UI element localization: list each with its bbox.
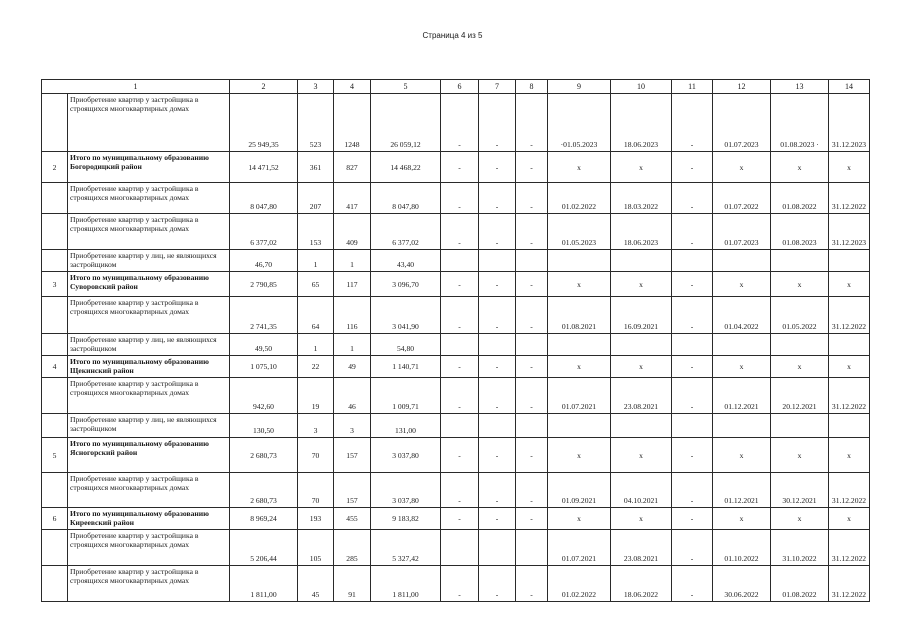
- value-cell: 01.04.2022: [713, 297, 771, 334]
- row-name-cell: Приобретение квартир у застройщика в строящихся многоквартирных домах: [68, 297, 230, 334]
- value-cell: -: [672, 530, 713, 566]
- column-number-cell: 14: [829, 80, 870, 94]
- column-number-cell: 4: [334, 80, 371, 94]
- value-cell: -: [516, 378, 548, 414]
- value-cell: 04.10.2021: [611, 473, 672, 508]
- row-index-cell: [42, 530, 68, 566]
- value-cell: 01.08.2022: [771, 566, 829, 602]
- column-number-cell: 6: [441, 80, 479, 94]
- value-cell: -: [672, 94, 713, 152]
- value-cell: 105: [298, 530, 334, 566]
- table-row: [42, 94, 870, 152]
- value-cell: 14 471,52: [230, 152, 298, 183]
- value-cell: -: [516, 566, 548, 602]
- value-cell: 01.08.2023: [771, 214, 829, 250]
- value-cell: 23.08.2021: [611, 378, 672, 414]
- value-cell: х: [611, 508, 672, 530]
- value-cell: -: [479, 214, 516, 250]
- value-cell: 8 969,24: [230, 508, 298, 530]
- value-cell: х: [713, 356, 771, 378]
- value-cell: -: [516, 297, 548, 334]
- row-name-cell: Приобретение квартир у застройщика в строящихся многоквартирных домах: [68, 473, 230, 508]
- row-index-cell: [42, 414, 68, 438]
- value-cell: [672, 414, 713, 438]
- value-cell: х: [713, 152, 771, 183]
- value-cell: 942,60: [230, 378, 298, 414]
- row-index-cell: [42, 214, 68, 250]
- table-total-row: [42, 508, 870, 530]
- value-cell: [516, 530, 548, 566]
- value-cell: 1: [334, 334, 371, 356]
- value-cell: 2 790,85: [230, 272, 298, 297]
- value-cell: [479, 530, 516, 566]
- value-cell: -: [672, 183, 713, 214]
- row-name-cell: Итого по муниципальному образованию Щекинский район: [68, 356, 230, 378]
- column-number-cell: 13: [771, 80, 829, 94]
- value-cell: х: [548, 508, 611, 530]
- value-cell: 01.08.2023 ·: [771, 94, 829, 152]
- value-cell: х: [548, 152, 611, 183]
- value-cell: х: [829, 356, 870, 378]
- row-name-cell: Приобретение квартир у застройщика в строящихся многоквартирных домах: [68, 94, 230, 152]
- row-index-cell: [42, 566, 68, 602]
- column-number-cell: 9: [548, 80, 611, 94]
- value-cell: -: [672, 438, 713, 473]
- value-cell: 01.07.2023: [713, 94, 771, 152]
- row-name-cell: Приобретение квартир у застройщика в строящихся многоквартирных домах: [68, 566, 230, 602]
- value-cell: х: [771, 272, 829, 297]
- value-cell: -: [672, 214, 713, 250]
- value-cell: 1248: [334, 94, 371, 152]
- row-index-cell: 5: [42, 438, 68, 473]
- table-total-row: [42, 152, 870, 183]
- value-cell: 01.08.2021: [548, 297, 611, 334]
- value-cell: [479, 414, 516, 438]
- value-cell: х: [771, 152, 829, 183]
- row-index-cell: [42, 183, 68, 214]
- value-cell: х: [548, 272, 611, 297]
- value-cell: 31.12.2023: [829, 214, 870, 250]
- value-cell: -: [441, 473, 479, 508]
- value-cell: х: [713, 438, 771, 473]
- value-cell: [479, 334, 516, 356]
- table-total-row: [42, 438, 870, 473]
- value-cell: 31.12.2022: [829, 183, 870, 214]
- table-total-row: [42, 356, 870, 378]
- value-cell: 1 009,71: [371, 378, 441, 414]
- value-cell: х: [713, 272, 771, 297]
- value-cell: 16.09.2021: [611, 297, 672, 334]
- value-cell: 26 059,12: [371, 94, 441, 152]
- value-cell: 417: [334, 183, 371, 214]
- value-cell: 9 183,82: [371, 508, 441, 530]
- value-cell: [713, 250, 771, 272]
- table-row: [42, 566, 870, 602]
- value-cell: х: [771, 508, 829, 530]
- value-cell: -: [479, 272, 516, 297]
- row-name-cell: Приобретение квартир у застройщика в строящихся многоквартирных домах: [68, 378, 230, 414]
- table-total-row: [42, 272, 870, 297]
- value-cell: 131,00: [371, 414, 441, 438]
- value-cell: 2 741,35: [230, 297, 298, 334]
- value-cell: 18.06.2023: [611, 94, 672, 152]
- table-row: [42, 214, 870, 250]
- value-cell: 1 075,10: [230, 356, 298, 378]
- value-cell: -: [479, 566, 516, 602]
- value-cell: 5 327,42: [371, 530, 441, 566]
- column-number-cell: 11: [672, 80, 713, 94]
- value-cell: -: [441, 566, 479, 602]
- value-cell: 70: [298, 473, 334, 508]
- value-cell: х: [611, 356, 672, 378]
- value-cell: 49: [334, 356, 371, 378]
- value-cell: х: [611, 152, 672, 183]
- value-cell: -: [441, 297, 479, 334]
- value-cell: 01.07.2022: [713, 183, 771, 214]
- value-cell: -: [516, 152, 548, 183]
- value-cell: -: [441, 152, 479, 183]
- value-cell: 31.12.2022: [829, 378, 870, 414]
- value-cell: 2 680,73: [230, 438, 298, 473]
- value-cell: 1 811,00: [230, 566, 298, 602]
- value-cell: [441, 250, 479, 272]
- value-cell: х: [829, 272, 870, 297]
- value-cell: -: [441, 214, 479, 250]
- value-cell: [611, 414, 672, 438]
- value-cell: [672, 334, 713, 356]
- value-cell: 01.10.2022: [713, 530, 771, 566]
- value-cell: 3: [298, 414, 334, 438]
- value-cell: [611, 250, 672, 272]
- column-number-cell: 7: [479, 80, 516, 94]
- value-cell: 46,70: [230, 250, 298, 272]
- row-name-cell: Приобретение квартир у лиц, не являющихся застройщиком: [68, 414, 230, 438]
- value-cell: [548, 250, 611, 272]
- table-row: [42, 183, 870, 214]
- value-cell: -: [672, 378, 713, 414]
- value-cell: [441, 334, 479, 356]
- value-cell: -: [441, 183, 479, 214]
- value-cell: х: [829, 438, 870, 473]
- value-cell: [611, 334, 672, 356]
- column-number-cell: 8: [516, 80, 548, 94]
- value-cell: 31.12.2022: [829, 530, 870, 566]
- table-row: [42, 378, 870, 414]
- column-number-cell: 10: [611, 80, 672, 94]
- column-number-cell: 5: [371, 80, 441, 94]
- value-cell: 01.02.2022: [548, 183, 611, 214]
- value-cell: 1: [298, 250, 334, 272]
- value-cell: -: [516, 473, 548, 508]
- value-cell: 01.07.2021: [548, 530, 611, 566]
- value-cell: 409: [334, 214, 371, 250]
- value-cell: 54,80: [371, 334, 441, 356]
- table-body: [42, 80, 870, 602]
- value-cell: [771, 334, 829, 356]
- value-cell: -: [672, 508, 713, 530]
- value-cell: -: [441, 356, 479, 378]
- value-cell: 8 047,80: [371, 183, 441, 214]
- value-cell: -: [479, 508, 516, 530]
- value-cell: х: [611, 272, 672, 297]
- value-cell: -: [479, 438, 516, 473]
- value-cell: 18.03.2022: [611, 183, 672, 214]
- value-cell: 153: [298, 214, 334, 250]
- value-cell: 01.05.2022: [771, 297, 829, 334]
- value-cell: [713, 334, 771, 356]
- column-number-cell: 2: [230, 80, 298, 94]
- value-cell: -: [479, 356, 516, 378]
- table-row: [42, 250, 870, 272]
- value-cell: 455: [334, 508, 371, 530]
- value-cell: 8 047,80: [230, 183, 298, 214]
- value-cell: 3 096,70: [371, 272, 441, 297]
- value-cell: -: [516, 508, 548, 530]
- table-row: [42, 334, 870, 356]
- value-cell: 01.07.2021: [548, 378, 611, 414]
- table-row: [42, 297, 870, 334]
- value-cell: 1: [334, 250, 371, 272]
- value-cell: -: [441, 272, 479, 297]
- value-cell: [713, 414, 771, 438]
- value-cell: -: [516, 214, 548, 250]
- value-cell: -: [672, 473, 713, 508]
- value-cell: 116: [334, 297, 371, 334]
- value-cell: 49,50: [230, 334, 298, 356]
- value-cell: [829, 414, 870, 438]
- value-cell: 3: [334, 414, 371, 438]
- value-cell: х: [829, 508, 870, 530]
- value-cell: х: [771, 438, 829, 473]
- value-cell: -: [479, 152, 516, 183]
- data-table: [41, 79, 870, 602]
- value-cell: -: [479, 297, 516, 334]
- value-cell: 207: [298, 183, 334, 214]
- value-cell: -: [479, 378, 516, 414]
- row-index-cell: [42, 297, 68, 334]
- value-cell: 19: [298, 378, 334, 414]
- value-cell: 23.08.2021: [611, 530, 672, 566]
- value-cell: 31.10.2022: [771, 530, 829, 566]
- value-cell: -: [441, 378, 479, 414]
- value-cell: 18.06.2023: [611, 214, 672, 250]
- value-cell: 5 206,44: [230, 530, 298, 566]
- value-cell: 1: [298, 334, 334, 356]
- value-cell: 31.12.2022: [829, 297, 870, 334]
- value-cell: [516, 250, 548, 272]
- value-cell: х: [611, 438, 672, 473]
- value-cell: [672, 250, 713, 272]
- value-cell: 64: [298, 297, 334, 334]
- value-cell: 1 140,71: [371, 356, 441, 378]
- value-cell: 30.12.2021: [771, 473, 829, 508]
- value-cell: 70: [298, 438, 334, 473]
- value-cell: -: [672, 297, 713, 334]
- value-cell: [516, 414, 548, 438]
- value-cell: х: [548, 356, 611, 378]
- value-cell: 3 037,80: [371, 473, 441, 508]
- value-cell: 3 037,80: [371, 438, 441, 473]
- value-cell: 91: [334, 566, 371, 602]
- value-cell: 2 680,73: [230, 473, 298, 508]
- value-cell: 6 377,02: [371, 214, 441, 250]
- row-name-cell: Итого по муниципальному образованию Суворовский район: [68, 272, 230, 297]
- value-cell: х: [548, 438, 611, 473]
- column-number-cell: 3: [298, 80, 334, 94]
- value-cell: 22: [298, 356, 334, 378]
- value-cell: -: [479, 94, 516, 152]
- value-cell: 117: [334, 272, 371, 297]
- value-cell: 25 949,35: [230, 94, 298, 152]
- value-cell: [441, 530, 479, 566]
- value-cell: 31.12.2022: [829, 566, 870, 602]
- value-cell: -: [672, 272, 713, 297]
- value-cell: 157: [334, 473, 371, 508]
- value-cell: [771, 414, 829, 438]
- value-cell: -: [672, 152, 713, 183]
- value-cell: 01.09.2021: [548, 473, 611, 508]
- value-cell: -: [479, 473, 516, 508]
- value-cell: [771, 250, 829, 272]
- row-name-cell: Приобретение квартир у застройщика в строящихся многоквартирных домах: [68, 214, 230, 250]
- row-name-cell: Итого по муниципальному образованию Богородицкий район: [68, 152, 230, 183]
- row-name-cell: Приобретение квартир у застройщика в строящихся многоквартирных домах: [68, 183, 230, 214]
- value-cell: [516, 334, 548, 356]
- value-cell: 18.06.2022: [611, 566, 672, 602]
- value-cell: 193: [298, 508, 334, 530]
- column-number-cell: 12: [713, 80, 771, 94]
- value-cell: 523: [298, 94, 334, 152]
- value-cell: 3 041,90: [371, 297, 441, 334]
- value-cell: -: [516, 94, 548, 152]
- value-cell: 01.08.2022: [771, 183, 829, 214]
- value-cell: -: [672, 356, 713, 378]
- value-cell: 157: [334, 438, 371, 473]
- table-row: [42, 414, 870, 438]
- value-cell: 30.06.2022: [713, 566, 771, 602]
- row-name-cell: Итого по муниципальному образованию Киреевский район: [68, 508, 230, 530]
- column-number-row: [42, 80, 870, 94]
- value-cell: -: [441, 94, 479, 152]
- value-cell: х: [713, 508, 771, 530]
- value-cell: 01.05.2023: [548, 214, 611, 250]
- value-cell: [829, 334, 870, 356]
- value-cell: 65: [298, 272, 334, 297]
- value-cell: 43,40: [371, 250, 441, 272]
- row-index-cell: [42, 334, 68, 356]
- value-cell: -: [479, 183, 516, 214]
- value-cell: -: [441, 438, 479, 473]
- row-name-cell: Приобретение квартир у лиц, не являющихся застройщиком: [68, 250, 230, 272]
- value-cell: -: [516, 356, 548, 378]
- row-index-cell: 6: [42, 508, 68, 530]
- value-cell: ·01.05.2023: [548, 94, 611, 152]
- value-cell: 130,50: [230, 414, 298, 438]
- row-index-cell: [42, 250, 68, 272]
- value-cell: -: [441, 508, 479, 530]
- value-cell: х: [829, 152, 870, 183]
- value-cell: 01.12.2021: [713, 378, 771, 414]
- row-index-cell: [42, 94, 68, 152]
- value-cell: х: [771, 356, 829, 378]
- table-row: [42, 530, 870, 566]
- value-cell: -: [516, 438, 548, 473]
- row-index-cell: 3: [42, 272, 68, 297]
- value-cell: 31.12.2023: [829, 94, 870, 152]
- column-number-cell: 1: [42, 80, 230, 94]
- value-cell: 20.12.2021: [771, 378, 829, 414]
- value-cell: 827: [334, 152, 371, 183]
- value-cell: [441, 414, 479, 438]
- row-index-cell: 4: [42, 356, 68, 378]
- row-name-cell: Приобретение квартир у застройщика в строящихся многоквартирных домах: [68, 530, 230, 566]
- value-cell: 45: [298, 566, 334, 602]
- value-cell: -: [516, 272, 548, 297]
- value-cell: 01.07.2023: [713, 214, 771, 250]
- value-cell: [548, 334, 611, 356]
- row-index-cell: 2: [42, 152, 68, 183]
- value-cell: 01.12.2021: [713, 473, 771, 508]
- value-cell: 31.12.2022: [829, 473, 870, 508]
- value-cell: 46: [334, 378, 371, 414]
- value-cell: 6 377,02: [230, 214, 298, 250]
- row-index-cell: [42, 473, 68, 508]
- table-row: [42, 473, 870, 508]
- value-cell: 01.02.2022: [548, 566, 611, 602]
- value-cell: 361: [298, 152, 334, 183]
- page-number-label: Страница 4 из 5: [422, 31, 483, 40]
- value-cell: 285: [334, 530, 371, 566]
- value-cell: -: [516, 183, 548, 214]
- row-name-cell: Приобретение квартир у лиц, не являющихся застройщиком: [68, 334, 230, 356]
- value-cell: 14 468,22: [371, 152, 441, 183]
- value-cell: [548, 414, 611, 438]
- value-cell: [829, 250, 870, 272]
- value-cell: [479, 250, 516, 272]
- value-cell: -: [672, 566, 713, 602]
- row-index-cell: [42, 378, 68, 414]
- value-cell: 1 811,00: [371, 566, 441, 602]
- row-name-cell: Итого по муниципальному образованию Ясногорский район: [68, 438, 230, 473]
